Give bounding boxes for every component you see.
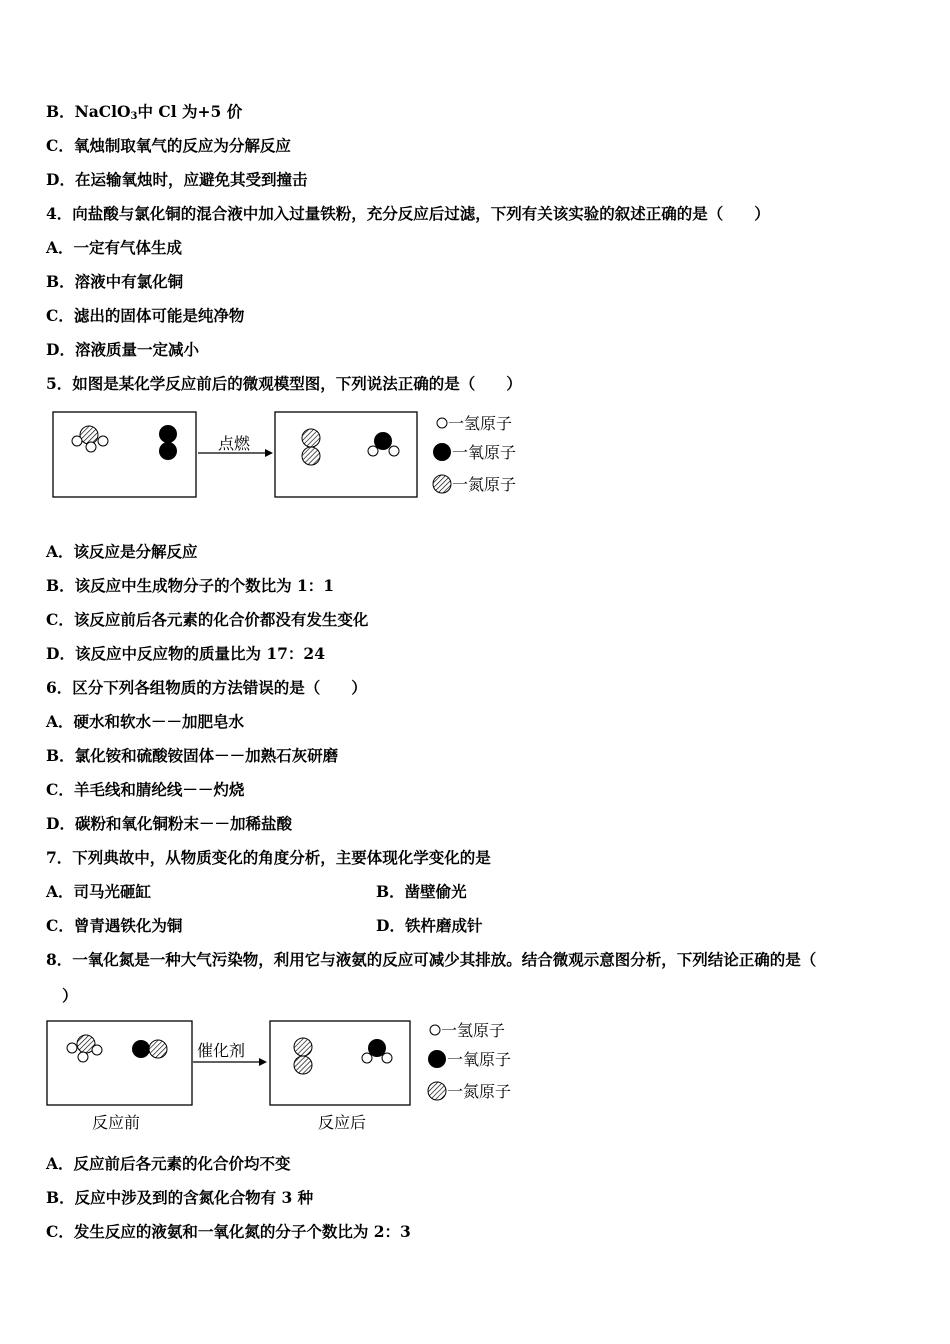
nitrogen-atom-icon [433, 475, 451, 493]
q5-arrowhead [265, 449, 273, 457]
q5-option-b: B．该反应中生成物分子的个数比为 1：1 [46, 576, 335, 595]
q6-option-d: D．碳粉和氧化铜粉末－－加稀盐酸 [46, 814, 292, 833]
q8-ammonia-molecule [67, 1035, 102, 1062]
q8-caption-before: 反应前 [92, 1113, 141, 1132]
q7-option-d: D．铁杵磨成针 [376, 916, 483, 935]
q5-option-a: A．该反应是分解反应 [46, 542, 198, 561]
q6-option-c: C．羊毛线和腈纶线－－灼烧 [46, 780, 245, 799]
q8-caption-after: 反应后 [318, 1113, 367, 1132]
q8-arrowhead [259, 1058, 267, 1066]
q8-legend [428, 1021, 511, 1101]
q5-legend [433, 414, 516, 494]
q7-stem: 7．下列典故中，从物质变化的角度分析，主要体现化学变化的是 [46, 848, 491, 867]
q8-stem-line2: ） [62, 986, 78, 1005]
q4-option-c: C．滤出的固体可能是纯净物 [46, 306, 245, 325]
q6-option-b: B．氯化铵和硫酸铵固体－－加熟石灰研磨 [46, 746, 339, 765]
q8-water-molecule [362, 1039, 392, 1063]
q5-legend-oxygen: 一氧原子 [452, 443, 517, 462]
hydrogen-atom-icon [430, 1025, 440, 1035]
q5-option-d: D．该反应中反应物的质量比为 17：24 [46, 644, 325, 663]
oxygen-atom-icon [433, 443, 451, 461]
q8-legend-nitrogen: 一氮原子 [447, 1082, 512, 1101]
q4-option-d: D．溶液质量一定减小 [46, 340, 199, 359]
q8-legend-oxygen: 一氧原子 [447, 1050, 512, 1069]
q8-nitrogen-molecule [294, 1038, 312, 1074]
q6-option-a: A．硬水和软水－－加肥皂水 [46, 712, 245, 731]
nitrogen-atom-icon [428, 1082, 446, 1100]
q5-legend-nitrogen: 一氮原子 [452, 475, 517, 494]
q6-stem: 6．区分下列各组物质的方法错误的是（ ） [46, 678, 367, 697]
q4-stem: 4．向盐酸与氯化铜的混合液中加入过量铁粉，充分反应后过滤，下列有关该实验的叙述正确的是（ ） [46, 204, 770, 223]
q5-nitrogen-molecule [302, 429, 320, 465]
q5-stem: 5．如图是某化学反应前后的微观模型图，下列说法正确的是（ ） [46, 374, 522, 393]
q8-arrow-label: 催化剂 [197, 1041, 246, 1060]
q5-arrow-label: 点燃 [218, 434, 251, 453]
q8-box-before [47, 1021, 192, 1105]
q3-option-b: B．NaClO$_3$中 Cl 为+5 价 [46, 102, 243, 122]
q5-water-molecule [368, 432, 399, 456]
q3-option-d: D．在运输氧烛时，应避免其受到撞击 [46, 170, 308, 189]
hydrogen-atom-icon [437, 418, 447, 428]
q8-stem-line1: 8．一氧化氮是一种大气污染物，利用它与液氨的反应可减少其排放。结合微观示意图分析，下列结论正确的是（ [46, 950, 817, 969]
q8-option-a: A．反应前后各元素的化合价均不变 [46, 1154, 291, 1173]
q5-oxygen-molecule [159, 425, 177, 460]
q5-option-c: C．该反应前后各元素的化合价都没有发生变化 [46, 610, 369, 629]
q8-legend-hydrogen: 一氢原子 [441, 1021, 506, 1040]
q4-option-a: A．一定有气体生成 [46, 238, 183, 257]
q7-option-b: B．凿壁偷光 [376, 882, 467, 901]
q5-ammonia-molecule [72, 426, 108, 452]
q8-option-b: B．反应中涉及到的含氮化合物有 3 种 [46, 1188, 314, 1207]
q7-option-a: A．司马光砸缸 [46, 882, 152, 901]
q4-option-b: B．溶液中有氯化铜 [46, 272, 184, 291]
q5-legend-hydrogen: 一氢原子 [448, 414, 513, 433]
oxygen-atom-icon [428, 1050, 446, 1068]
q3-option-c: C．氧烛制取氧气的反应为分解反应 [46, 136, 291, 155]
q7-option-c: C．曾青遇铁化为铜 [46, 916, 183, 935]
q8-nitric-oxide-molecule [132, 1040, 167, 1058]
q8-option-c: C．发生反应的液氨和一氧化氮的分子个数比为 2：3 [46, 1222, 411, 1241]
